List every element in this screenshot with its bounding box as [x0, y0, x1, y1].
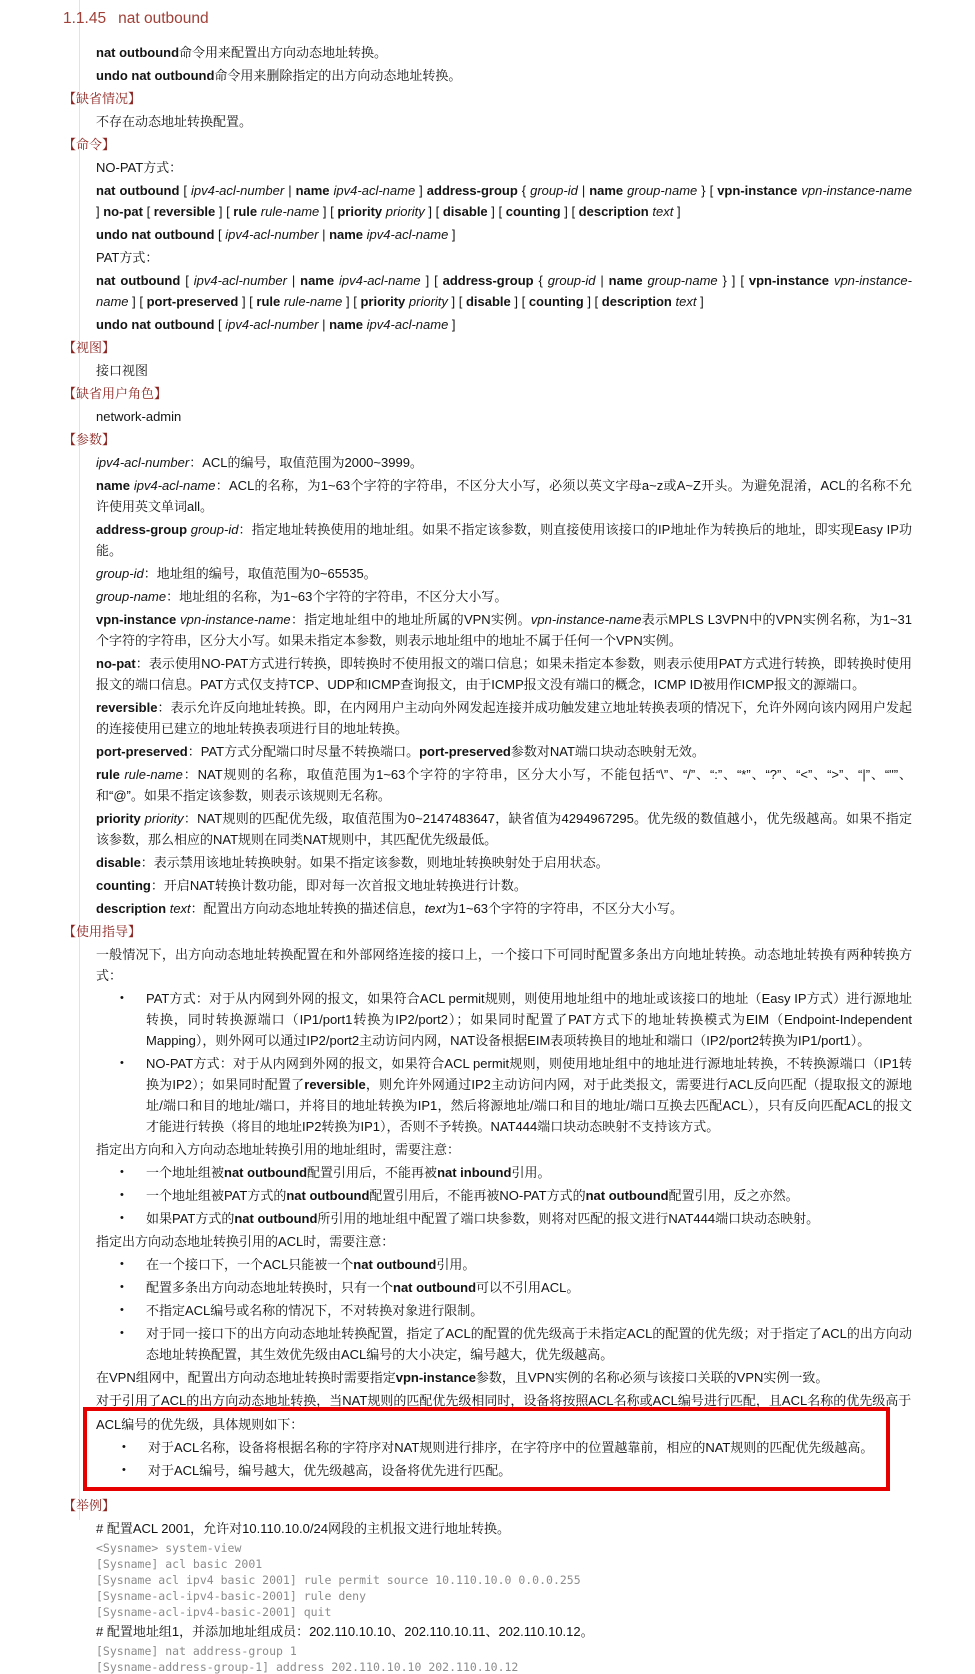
bullet-text: 对于同一接口下的出方向动态地址转换配置，指定了ACL的配置的优先级高于未指定ACL的配置的优先级；对于指定了ACL的出方向动态地址转换配置，其生效优先级由ACL编号的大小决定，编号越大，优先级越高。 — [146, 1326, 912, 1362]
paragraph: 接口视图 — [96, 363, 149, 378]
example-description: # 配置ACL 2001，允许对10.110.10.0/24网段的主机报文进行地址转换。 — [96, 1521, 510, 1536]
param-item: rule rule-name：NAT规则的名称，取值范围为1~63个字符的字符串，区分大小写，不能包括“\”、“/”、“:”、“*”、“?”、“<”、“>”、“|”、“"”、和“@”。如果不指定该参数，则表示该规则无名称。 — [96, 767, 912, 803]
bullet-item — [120, 1185, 912, 1206]
param-item: counting：开启NAT转换计数功能，即对每一次首报文地址转换进行计数。 — [96, 878, 527, 893]
paragraph: 对于引用了ACL的出方向动态地址转换，当NAT规则的匹配优先级相同时，设备将按照ACL名称或ACL编号进行匹配，且ACL名称的优先级高于 — [96, 1393, 912, 1408]
example-description: # 配置地址组1，并添加地址组成员：202.110.10.10、202.110.10.11、202.110.10.12。 — [96, 1624, 594, 1639]
section-header-examples: 【举例】 — [63, 1498, 116, 1513]
bullet-item — [120, 1162, 912, 1183]
code-line: [Sysname acl ipv4 basic 2001] rule permit source 10.110.10.0 0.0.0.255 — [96, 1573, 581, 1587]
bullet-item — [120, 1300, 912, 1321]
highlight-box — [83, 1407, 890, 1491]
bullet-icon: • — [120, 1166, 124, 1178]
bullet-item — [120, 1323, 912, 1365]
section-number: 1.1.45 — [63, 10, 107, 27]
intro-paragraph: undo nat outbound命令用来删除指定的出方向动态地址转换。 — [96, 68, 462, 83]
paragraph: 不存在动态地址转换配置。 — [96, 114, 253, 129]
paragraph: 指定出方向动态地址转换引用的ACL时，需要注意： — [96, 1234, 395, 1249]
param-item: description text：配置出方向动态地址转换的描述信息，text为1~63个字符的字符串，不区分大小写。 — [96, 901, 683, 916]
paragraph: ACL编号的优先级，具体规则如下： — [96, 1417, 304, 1432]
bullet-item — [120, 988, 912, 1051]
bullet-icon: • — [120, 1327, 124, 1339]
bullet-icon: • — [120, 1212, 124, 1224]
section-header-default: 【缺省情况】 — [63, 91, 142, 106]
bullet-item — [120, 1277, 912, 1298]
bullet-icon: • — [120, 1189, 124, 1201]
command-syntax: nat outbound [ ipv4-acl-number | name ipv4-acl-name ] address-group { group-id | name group-name } [ vpn-instance vpn-instance-name ] no-pat [ reversible ] [ rule rule-name ] [ priority priority ] [ disable ] [ counting ] [ description text ] — [96, 183, 912, 219]
bullet-item — [122, 1437, 878, 1458]
command-mode-label: NO-PAT方式： — [96, 160, 183, 175]
bullet-item — [120, 1208, 912, 1229]
bullet-text: 如果PAT方式的nat outbound所引用的地址组中配置了端口块参数，则将对匹配的报文进行NAT444端口块动态映射。 — [146, 1211, 820, 1226]
bullet-text: 在一个接口下，一个ACL只能被一个nat outbound引用。 — [146, 1257, 476, 1272]
code-line: [Sysname-acl-ipv4-basic-2001] quit — [96, 1605, 332, 1619]
command-syntax: undo nat outbound [ ipv4-acl-number | name ipv4-acl-name ] — [96, 227, 456, 242]
param-item: group-name：地址组的名称，为1~63个字符的字符串，不区分大小写。 — [96, 589, 508, 604]
code-line: <Sysname> system-view — [96, 1541, 242, 1555]
section-header-role: 【缺省用户角色】 — [63, 386, 168, 401]
command-syntax: undo nat outbound [ ipv4-acl-number | name ipv4-acl-name ] — [96, 317, 456, 332]
command-syntax: nat outbound [ ipv4-acl-number | name ipv4-acl-name ] [ address-group { group-id | name group-name } ] [ vpn-instance vpn-instance-name ] [ port-preserved ] [ rule rule-name ] [ priority priority ] [ disable ] [ counting ] [ description text ] — [96, 273, 912, 309]
intro-paragraph: nat outbound命令用来配置出方向动态地址转换。 — [96, 45, 388, 60]
code-line: [Sysname] nat address-group 1 — [96, 1644, 297, 1658]
command-mode-label: PAT方式： — [96, 250, 159, 265]
bullet-text: 对于ACL名称，设备将根据名称的字符序对NAT规则进行排序，在字符序中的位置越靠前，相应的NAT规则的匹配优先级越高。 — [148, 1440, 874, 1455]
bullet-item — [122, 1460, 878, 1481]
bullet-text: 对于ACL编号，编号越大，优先级越高，设备将优先进行匹配。 — [148, 1463, 512, 1478]
command-name: nat outbound — [118, 10, 209, 27]
bullet-icon: • — [120, 992, 124, 1004]
section-header-guide: 【使用指导】 — [63, 924, 142, 939]
paragraph: 在VPN组网中，配置出方向动态地址转换时需要指定vpn-instance参数，且VPN实例的名称必须与该接口关联的VPN实例一致。 — [96, 1370, 829, 1385]
section-header-view: 【视图】 — [63, 340, 116, 355]
param-item: port-preserved：PAT方式分配端口时尽量不转换端口。port-preserved参数对NAT端口块动态映射无效。 — [96, 744, 705, 759]
param-item: disable：表示禁用该地址转换映射。如果不指定该参数，则地址转换映射处于启用状态。 — [96, 855, 609, 870]
param-item: group-id：地址组的编号，取值范围为0~65535。 — [96, 566, 377, 581]
bullet-item — [120, 1053, 912, 1137]
bullet-text: 一个地址组被PAT方式的nat outbound配置引用后，不能再被NO-PAT方式的nat outbound配置引用，反之亦然。 — [146, 1188, 799, 1203]
bullet-text: PAT方式：对于从内网到外网的报文，如果符合ACL permit规则，则使用地址组中的地址或该接口的地址（Easy IP方式）进行源地址转换，同时转换源端口（IP1/port1转换为IP2/port2）；如果同时配置了PAT方式下的地址转换模式为EIM（Endpoint-Independent Mapping），则外网可以通过IP2/port2主动访问内网，NAT设备根据EIM表项转换目的地址和端口（IP2/port2转换为IP1/port1）。 — [146, 991, 912, 1048]
bullet-text: 不指定ACL编号或名称的情况下，不对转换对象进行限制。 — [146, 1303, 484, 1318]
param-item: ipv4-acl-number：ACL的编号，取值范围为2000~3999。 — [96, 455, 423, 470]
bullet-text: 配置多条出方向动态地址转换时，只有一个nat outbound可以不引用ACL。 — [146, 1280, 580, 1295]
bullet-icon: • — [122, 1441, 126, 1453]
param-item: name ipv4-acl-name：ACL的名称，为1~63个字符的字符串，不区分大小写，必须以英文字母a~z或A~Z开头。为避免混淆，ACL的名称不允许使用英文单词all。 — [96, 478, 912, 514]
code-line: [Sysname-acl-ipv4-basic-2001] rule deny — [96, 1589, 367, 1603]
section-header-command: 【命令】 — [63, 137, 116, 152]
paragraph: 指定出方向和入方向动态地址转换引用的地址组时，需要注意： — [96, 1142, 461, 1157]
paragraph: network-admin — [96, 409, 182, 424]
page-title — [63, 8, 912, 30]
section-header-params: 【参数】 — [63, 432, 116, 447]
bullet-item — [120, 1254, 912, 1275]
paragraph: 一般情况下，出方向动态地址转换配置在和外部网络连接的接口上，一个接口下可同时配置多条出方向地址转换。动态地址转换有两种转换方式： — [96, 947, 912, 983]
bullet-icon: • — [122, 1464, 126, 1476]
bullet-icon: • — [120, 1281, 124, 1293]
code-line: [Sysname] acl basic 2001 — [96, 1557, 263, 1571]
bullet-icon: • — [120, 1057, 124, 1069]
bullet-icon: • — [120, 1304, 124, 1316]
bullet-icon: • — [120, 1258, 124, 1270]
param-item: no-pat：表示使用NO-PAT方式进行转换，即转换时不使用报文的端口信息；如果未指定本参数，则表示使用PAT方式进行转换，即转换时使用报文的端口信息。PAT方式仅支持TCP、UDP和ICMP查询报文，由于ICMP报文没有端口的概念，ICMP ID被用作ICMP报文的源端口。 — [96, 656, 912, 692]
code-line: [Sysname-address-group-1] address 202.110.10.10 202.110.10.12 — [96, 1660, 519, 1674]
param-item: reversible：表示允许反向地址转换。即，在内网用户主动向外网发起连接并成功触发建立地址转换表项的情况下，允许外网向该内网用户发起的连接使用已建立的地址转换表项进行目的地址转换。 — [96, 700, 912, 736]
bullet-text: NO-PAT方式：对于从内网到外网的报文，如果符合ACL permit规则，则使用地址组中的地址进行源地址转换，不转换源端口（IP1转换为IP2）；如果同时配置了reversible，则允许外网通过IP2主动访问内网，对于此类报文，需要进行ACL反向匹配（提取报文的源地址/端口和目的地址/端口，并将目的地址转换为IP1，然后将源地址/端口和目的地址/端口互换去匹配ACL），只有反向匹配ACL的报文才能进行转换（将目的地址IP2转换为IP1），否则不予转换。NAT444端口块动态映射不支持该方式。 — [146, 1056, 912, 1134]
param-item: address-group group-id：指定地址转换使用的地址组。如果不指定该参数，则直接使用该接口的IP地址作为转换后的地址，即实现Easy IP功能。 — [96, 522, 912, 558]
param-item: priority priority：NAT规则的匹配优先级，取值范围为0~2147483647，缺省值为4294967295。优先级的数值越小，优先级越高。如果不指定该参数，那么相应的NAT规则在同类NAT规则中，其匹配优先级最低。 — [96, 811, 912, 847]
param-item: vpn-instance vpn-instance-name：指定地址组中的地址所属的VPN实例。vpn-instance-name表示MPLS L3VPN中的VPN实例名称，为1~31个字符的字符串，区分大小写。如果未指定本参数，则表示地址组中的地址不属于任何一个VPN实例。 — [96, 612, 912, 648]
bullet-text: 一个地址组被nat outbound配置引用后，不能再被nat inbound引用。 — [146, 1165, 551, 1180]
